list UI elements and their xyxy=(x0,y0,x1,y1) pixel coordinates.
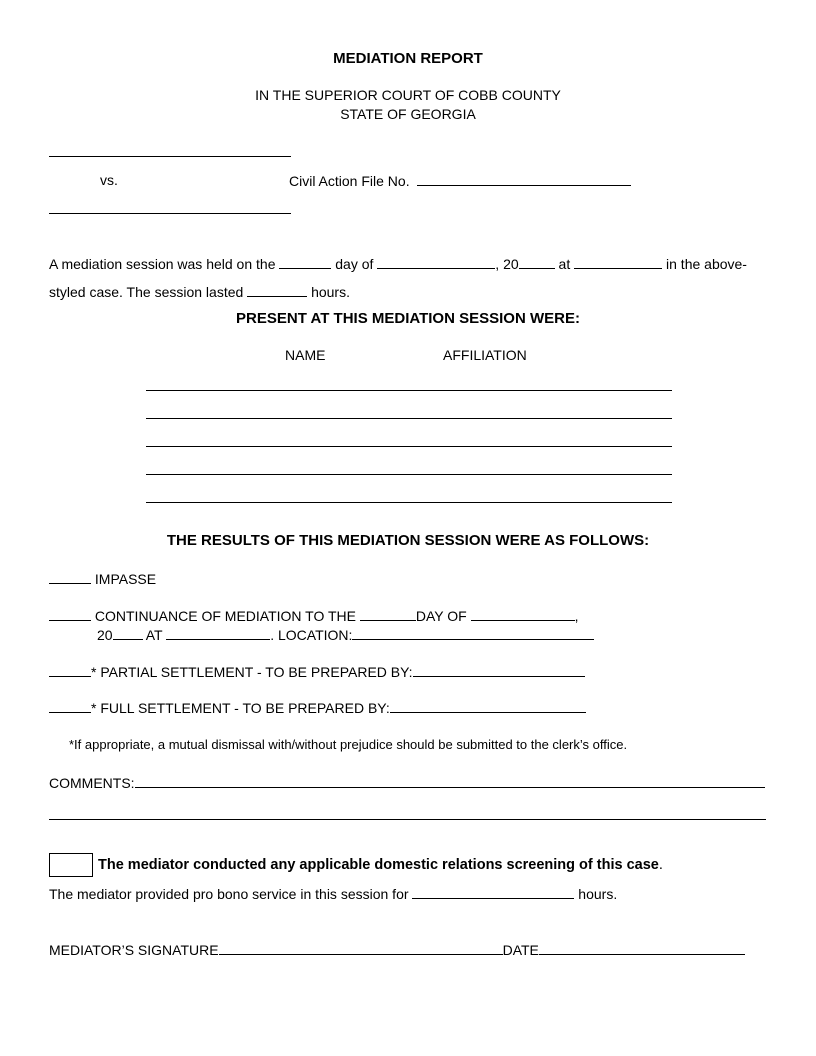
civil-action-field[interactable] xyxy=(417,172,631,186)
attendee-line-3[interactable] xyxy=(146,446,672,447)
session-line-1 xyxy=(49,255,747,272)
full-preparer-field[interactable] xyxy=(390,699,586,713)
results-heading: THE RESULTS OF THIS MEDIATION SESSION WERE AS FOLLOWS: xyxy=(166,532,650,549)
continuance-label-e: . LOCATION: xyxy=(270,627,353,643)
full-settlement-label: * FULL SETTLEMENT - TO BE PREPARED BY: xyxy=(91,700,390,716)
continuance-label-c: 20 xyxy=(97,627,113,643)
partial-check-field[interactable] xyxy=(49,663,91,677)
attendee-line-2[interactable] xyxy=(146,418,672,419)
session-text-1: A mediation session was held on the xyxy=(49,256,276,272)
continuance-location-field[interactable] xyxy=(352,626,594,640)
continuance-row xyxy=(49,607,578,624)
attendee-line-5[interactable] xyxy=(146,502,672,503)
continuance-label-d: AT xyxy=(145,627,163,643)
session-year-field[interactable] xyxy=(519,255,555,269)
session-month-field[interactable] xyxy=(377,255,495,269)
defendant-line[interactable] xyxy=(49,213,291,214)
session-text-3: , 20 xyxy=(495,256,519,272)
plaintiff-line[interactable] xyxy=(49,156,291,157)
signature-row xyxy=(49,941,745,958)
continuance-label-a: CONTINUANCE OF MEDIATION TO THE xyxy=(94,608,356,624)
vs-label: vs. xyxy=(100,172,118,188)
screening-row xyxy=(98,857,663,873)
screening-statement: The mediator conducted any applicable domestic relations screening of this case xyxy=(98,857,659,873)
partial-settlement-row xyxy=(49,663,585,680)
name-column-header: NAME xyxy=(285,347,326,363)
pro-bono-text-1: The mediator provided pro bono service in this session for xyxy=(49,886,409,902)
full-settlement-row xyxy=(49,699,586,716)
session-text-2: day of xyxy=(335,256,374,272)
session-hours-field[interactable] xyxy=(247,283,307,297)
attendee-line-4[interactable] xyxy=(146,474,672,475)
pro-bono-hours-field[interactable] xyxy=(412,885,574,899)
session-day-field[interactable] xyxy=(279,255,331,269)
civil-action-row xyxy=(289,172,631,189)
date-label: DATE xyxy=(502,942,539,958)
continuance-check-field[interactable] xyxy=(49,607,91,621)
continuance-time-field[interactable] xyxy=(166,626,270,640)
civil-action-label: Civil Action File No. xyxy=(289,173,410,189)
partial-settlement-label: * PARTIAL SETTLEMENT - TO BE PREPARED BY: xyxy=(91,664,413,680)
signature-field[interactable] xyxy=(219,941,503,955)
affiliation-column-header: AFFILIATION xyxy=(443,347,527,363)
comments-field-1[interactable] xyxy=(135,774,765,788)
date-field[interactable] xyxy=(539,941,745,955)
comments-label: COMMENTS: xyxy=(49,775,135,791)
comments-field-2[interactable] xyxy=(49,819,766,820)
screening-checkbox[interactable] xyxy=(49,853,93,877)
comments-row xyxy=(49,774,765,791)
impasse-label: IMPASSE xyxy=(94,571,157,587)
court-name: IN THE SUPERIOR COURT OF COBB COUNTY xyxy=(255,87,561,103)
pro-bono-row xyxy=(49,885,617,902)
impasse-row xyxy=(49,570,156,587)
full-check-field[interactable] xyxy=(49,699,91,713)
session-text-7: hours. xyxy=(311,284,350,300)
session-text-4: at xyxy=(558,256,571,272)
document-title: MEDIATION REPORT xyxy=(333,50,483,67)
continuance-row-2 xyxy=(97,626,594,643)
continuance-day-field[interactable] xyxy=(360,607,416,621)
session-text-6: styled case. The session lasted xyxy=(49,284,244,300)
continuance-comma: , xyxy=(574,608,579,624)
dismissal-note: *If appropriate, a mutual dismissal with/without prejudice should be submitted to the clerk’s office. xyxy=(69,737,628,752)
state-name: STATE OF GEORGIA xyxy=(340,106,476,122)
session-line-2 xyxy=(49,283,350,300)
continuance-year-field[interactable] xyxy=(113,626,143,640)
session-text-5: in the above- xyxy=(666,256,747,272)
attendee-line-1[interactable] xyxy=(146,390,672,391)
impasse-check-field[interactable] xyxy=(49,570,91,584)
pro-bono-text-2: hours. xyxy=(578,886,618,902)
continuance-month-field[interactable] xyxy=(471,607,575,621)
continuance-label-b: DAY OF xyxy=(415,608,467,624)
signature-label: MEDIATOR’S SIGNATURE xyxy=(49,942,219,958)
screening-period: . xyxy=(658,857,663,873)
present-heading: PRESENT AT THIS MEDIATION SESSION WERE: xyxy=(236,310,580,327)
session-time-field[interactable] xyxy=(574,255,662,269)
partial-preparer-field[interactable] xyxy=(413,663,585,677)
